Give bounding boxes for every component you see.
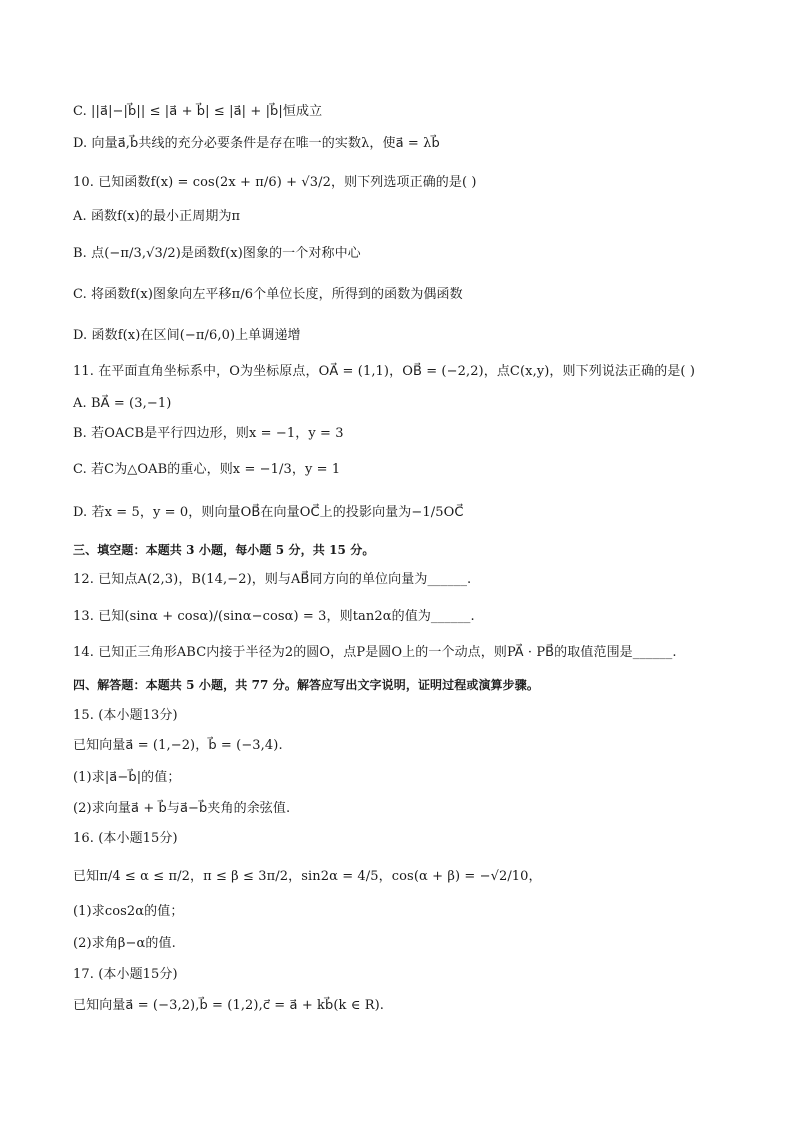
q10-option-b: B. 点(−π/3,√3/2)是函数f(x)图象的一个对称中心 xyxy=(73,246,361,261)
q9-option-c: C. ||a⃗|−|b⃗|| ≤ |a⃗ + b⃗| ≤ |a⃗| + |b⃗|恒成立 xyxy=(73,104,323,119)
q11-option-c: C. 若C为△OAB的重心，则x = −1/3，y = 1 xyxy=(73,462,341,477)
q15-given: 已知向量a⃗ = (1,−2)，b⃗ = (−3,4). xyxy=(73,738,283,753)
q11-option-d: D. 若x = 5，y = 0，则向量OB⃗在向量OC⃗上的投影向量为−1/5OC⃗ xyxy=(73,505,464,520)
q14: 14. 已知正三角形ABC内接于半径为2的圆O，点P是圆O上的一个动点，则PA⃗ · PB⃗的取值范围是______. xyxy=(73,645,677,660)
q10-option-c: C. 将函数f(x)图象向左平移π/6个单位长度，所得到的函数为偶函数 xyxy=(73,287,463,302)
q10-stem: 10. 已知函数f(x) = cos(2x + π/6) + √3/2，则下列选项正确的是( ) xyxy=(73,175,477,190)
q12: 12. 已知点A(2,3)，B(14,−2)，则与AB⃗同方向的单位向量为______. xyxy=(73,572,472,587)
q16-part2: (2)求角β−α的值. xyxy=(73,936,176,951)
q15-part2: (2)求向量a⃗ + b⃗与a⃗−b⃗夹角的余弦值. xyxy=(73,801,291,816)
q11-option-b: B. 若OACB是平行四边形，则x = −1，y = 3 xyxy=(73,426,344,441)
q15-title: 15. (本小题13分) xyxy=(73,708,178,723)
section-3-heading: 三、填空题：本题共 3 小题，每小题 5 分，共 15 分。 xyxy=(73,543,375,557)
q16-part1: (1)求cos2α的值； xyxy=(73,904,184,919)
q17-title: 17. (本小题15分) xyxy=(73,967,178,982)
q9-option-d: D. 向量a⃗,b⃗共线的充分必要条件是存在唯一的实数λ，使a⃗ = λb⃗ xyxy=(73,136,440,151)
q15-part1: (1)求|a⃗−b⃗|的值； xyxy=(73,770,181,785)
q11-option-a: A. BA⃗ = (3,−1) xyxy=(73,396,172,411)
q17-given: 已知向量a⃗ = (−3,2),b⃗ = (1,2),c⃗ = a⃗ + kb⃗(k ∈ R). xyxy=(73,998,385,1013)
q10-option-d: D. 函数f(x)在区间(−π/6,0)上单调递增 xyxy=(73,328,301,343)
q16-title: 16. (本小题15分) xyxy=(73,831,178,846)
q16-given: 已知π/4 ≤ α ≤ π/2，π ≤ β ≤ 3π/2，sin2α = 4/5，cos(α + β) = −√2/10， xyxy=(73,869,542,884)
q10-option-a: A. 函数f(x)的最小正周期为π xyxy=(73,209,241,224)
q11-stem: 11. 在平面直角坐标系中，O为坐标原点，OA⃗ = (1,1)，OB⃗ = (−2,2)，点C(x,y)，则下列说法正确的是( ) xyxy=(73,364,696,379)
q13: 13. 已知(sinα + cosα)/(sinα−cosα) = 3，则tan2α的值为______. xyxy=(73,609,475,624)
section-4-heading: 四、解答题：本题共 5 小题，共 77 分。解答应写出文字说明，证明过程或演算步骤。 xyxy=(73,678,539,692)
